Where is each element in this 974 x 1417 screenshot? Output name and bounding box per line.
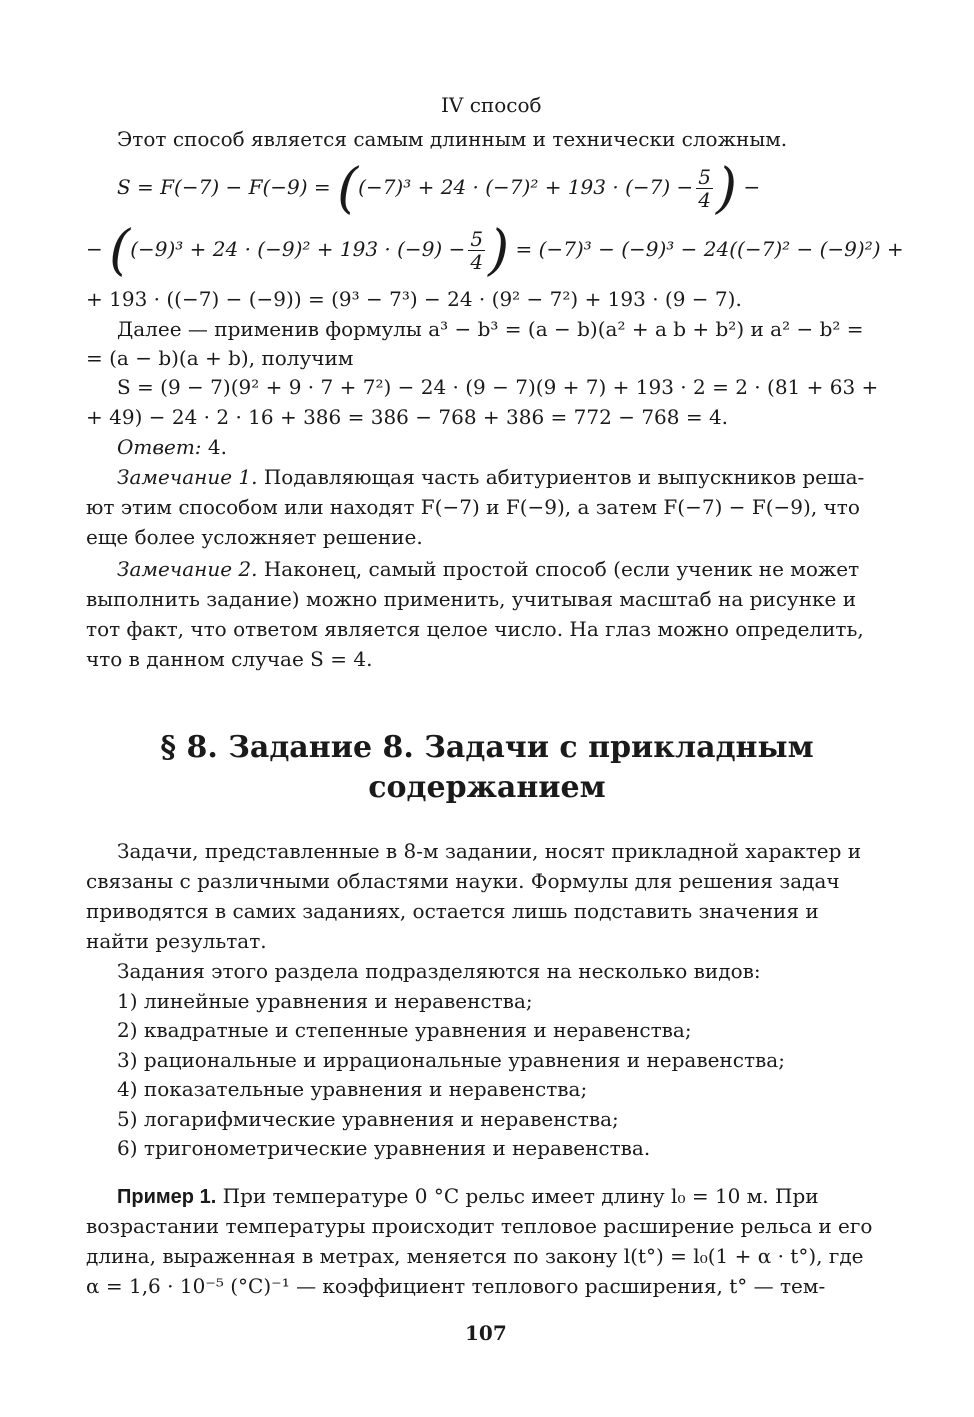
fraction bbox=[468, 228, 485, 273]
fraction-denominator: 4 bbox=[698, 188, 712, 212]
remark1-label: Замечание 1. bbox=[117, 465, 258, 489]
formula-line-2 bbox=[86, 218, 904, 282]
list-item: 3) рациональные и иррациональные уравнения и неравенства; bbox=[117, 1048, 785, 1072]
close-paren: ) bbox=[488, 218, 510, 282]
remark2-text: Наконец, самый простой способ (если ученик не может bbox=[263, 557, 860, 581]
fraction bbox=[696, 166, 713, 211]
list-item: 2) квадратные и степенные уравнения и неравенства; bbox=[117, 1018, 692, 1042]
remark1-line-2: ют этим способом или находят F(−7) и F(−9), а затем F(−7) − F(−9), что bbox=[86, 495, 860, 519]
formula-line-5: = (a − b)(a + b), получим bbox=[86, 346, 354, 370]
list-item: 6) тригонометрические уравнения и неравенства. bbox=[117, 1136, 651, 1160]
method-heading: IV способ bbox=[441, 93, 542, 117]
remark2-line-3: тот факт, что ответом является целое число. На глаз можно определить, bbox=[86, 617, 864, 641]
list-item: 4) показательные уравнения и неравенства; bbox=[117, 1077, 588, 1101]
formula2-rhs: = (−7)³ − (−9)³ − 24((−7)² − (−9)²) + bbox=[515, 237, 904, 261]
intro-text: Этот способ является самым длинным и технически сложным. bbox=[117, 127, 788, 151]
list-item: 5) логарифмические уравнения и неравенства; bbox=[117, 1107, 619, 1131]
answer-label: Ответ: bbox=[117, 435, 202, 459]
formula-line-1 bbox=[117, 156, 761, 220]
answer-line bbox=[117, 434, 227, 460]
page-number: 107 bbox=[465, 1321, 507, 1345]
section-para-line-2: связаны с различными областями науки. Формулы для решения задач bbox=[86, 869, 840, 893]
example-line-2: возрастании температуры происходит тепловое расширение рельса и его bbox=[86, 1214, 873, 1238]
remark2-line-2: выполнить задание) можно применить, учитывая масштаб на рисунке и bbox=[86, 587, 857, 611]
answer-value: 4. bbox=[207, 435, 227, 459]
formula-line-6: S = (9 − 7)(9² + 9 · 7 + 7²) − 24 · (9 − 7)(9 + 7) + 193 · 2 = 2 · (81 + 63 + bbox=[117, 375, 879, 399]
example-label: Пример 1. bbox=[117, 1186, 217, 1208]
remark2-line-4: что в данном случае S = 4. bbox=[86, 647, 373, 671]
fraction-denominator: 4 bbox=[470, 250, 484, 274]
open-paren: ( bbox=[109, 218, 131, 282]
section-para-line-3: приводятся в самих заданиях, остается лишь подставить значения и bbox=[86, 899, 819, 923]
example-line-1 bbox=[117, 1183, 819, 1210]
remark2-label: Замечание 2. bbox=[117, 557, 258, 581]
formula-line-7: + 49) − 24 · 2 · 16 + 386 = 386 − 768 + 386 = 772 − 768 = 4. bbox=[86, 405, 729, 429]
remark1-text: Подавляющая часть абитуриентов и выпускников реша- bbox=[263, 465, 865, 489]
remark1-line-3: еще более усложняет решение. bbox=[86, 525, 423, 549]
formula-line-3: + 193 · ((−7) − (−9)) = (9³ − 7³) − 24 · (9² − 7²) + 193 · (9 − 7). bbox=[86, 287, 742, 311]
formula1-inner: (−7)³ + 24 · (−7)² + 193 · (−7) − bbox=[358, 175, 694, 199]
formula2-lead: − bbox=[86, 237, 103, 261]
formula1-lhs: S = F(−7) − F(−9) = bbox=[117, 175, 331, 199]
fraction-numerator: 5 bbox=[470, 227, 484, 251]
section-title: § 8. Задание 8. Задачи с прикладным bbox=[160, 730, 814, 765]
list-item: 1) линейные уравнения и неравенства; bbox=[117, 989, 533, 1013]
formula-line-4: Далее — применив формулы a³ − b³ = (a − b)(a² + a b + b²) и a² − b² = bbox=[117, 317, 864, 341]
formula2-inner: (−9)³ + 24 · (−9)² + 193 · (−9) − bbox=[130, 237, 466, 261]
section-para-line-1: Задачи, представленные в 8-м задании, носят прикладной характер и bbox=[117, 839, 862, 863]
example-line-4: α = 1,6 · 10⁻⁵ (°C)⁻¹ — коэффициент теплового расширения, t° — тем- bbox=[86, 1274, 826, 1298]
remark2-line-1 bbox=[117, 556, 859, 582]
remark1-line-1 bbox=[117, 464, 864, 490]
section-para-line-4: найти результат. bbox=[86, 929, 267, 953]
example-text: При температуре 0 °C рельс имеет длину l₀ = 10 м. При bbox=[222, 1184, 819, 1208]
example-line-3: длина, выраженная в метрах, меняется по закону l(t°) = l₀(1 + α · t°), где bbox=[86, 1244, 864, 1268]
kinds-intro: Задания этого раздела подразделяются на несколько видов: bbox=[117, 959, 761, 983]
close-paren: ) bbox=[716, 156, 738, 220]
fraction-numerator: 5 bbox=[698, 165, 712, 189]
open-paren: ( bbox=[337, 156, 359, 220]
formula1-tail: − bbox=[743, 175, 761, 199]
section-title-cont: содержанием bbox=[368, 770, 606, 805]
